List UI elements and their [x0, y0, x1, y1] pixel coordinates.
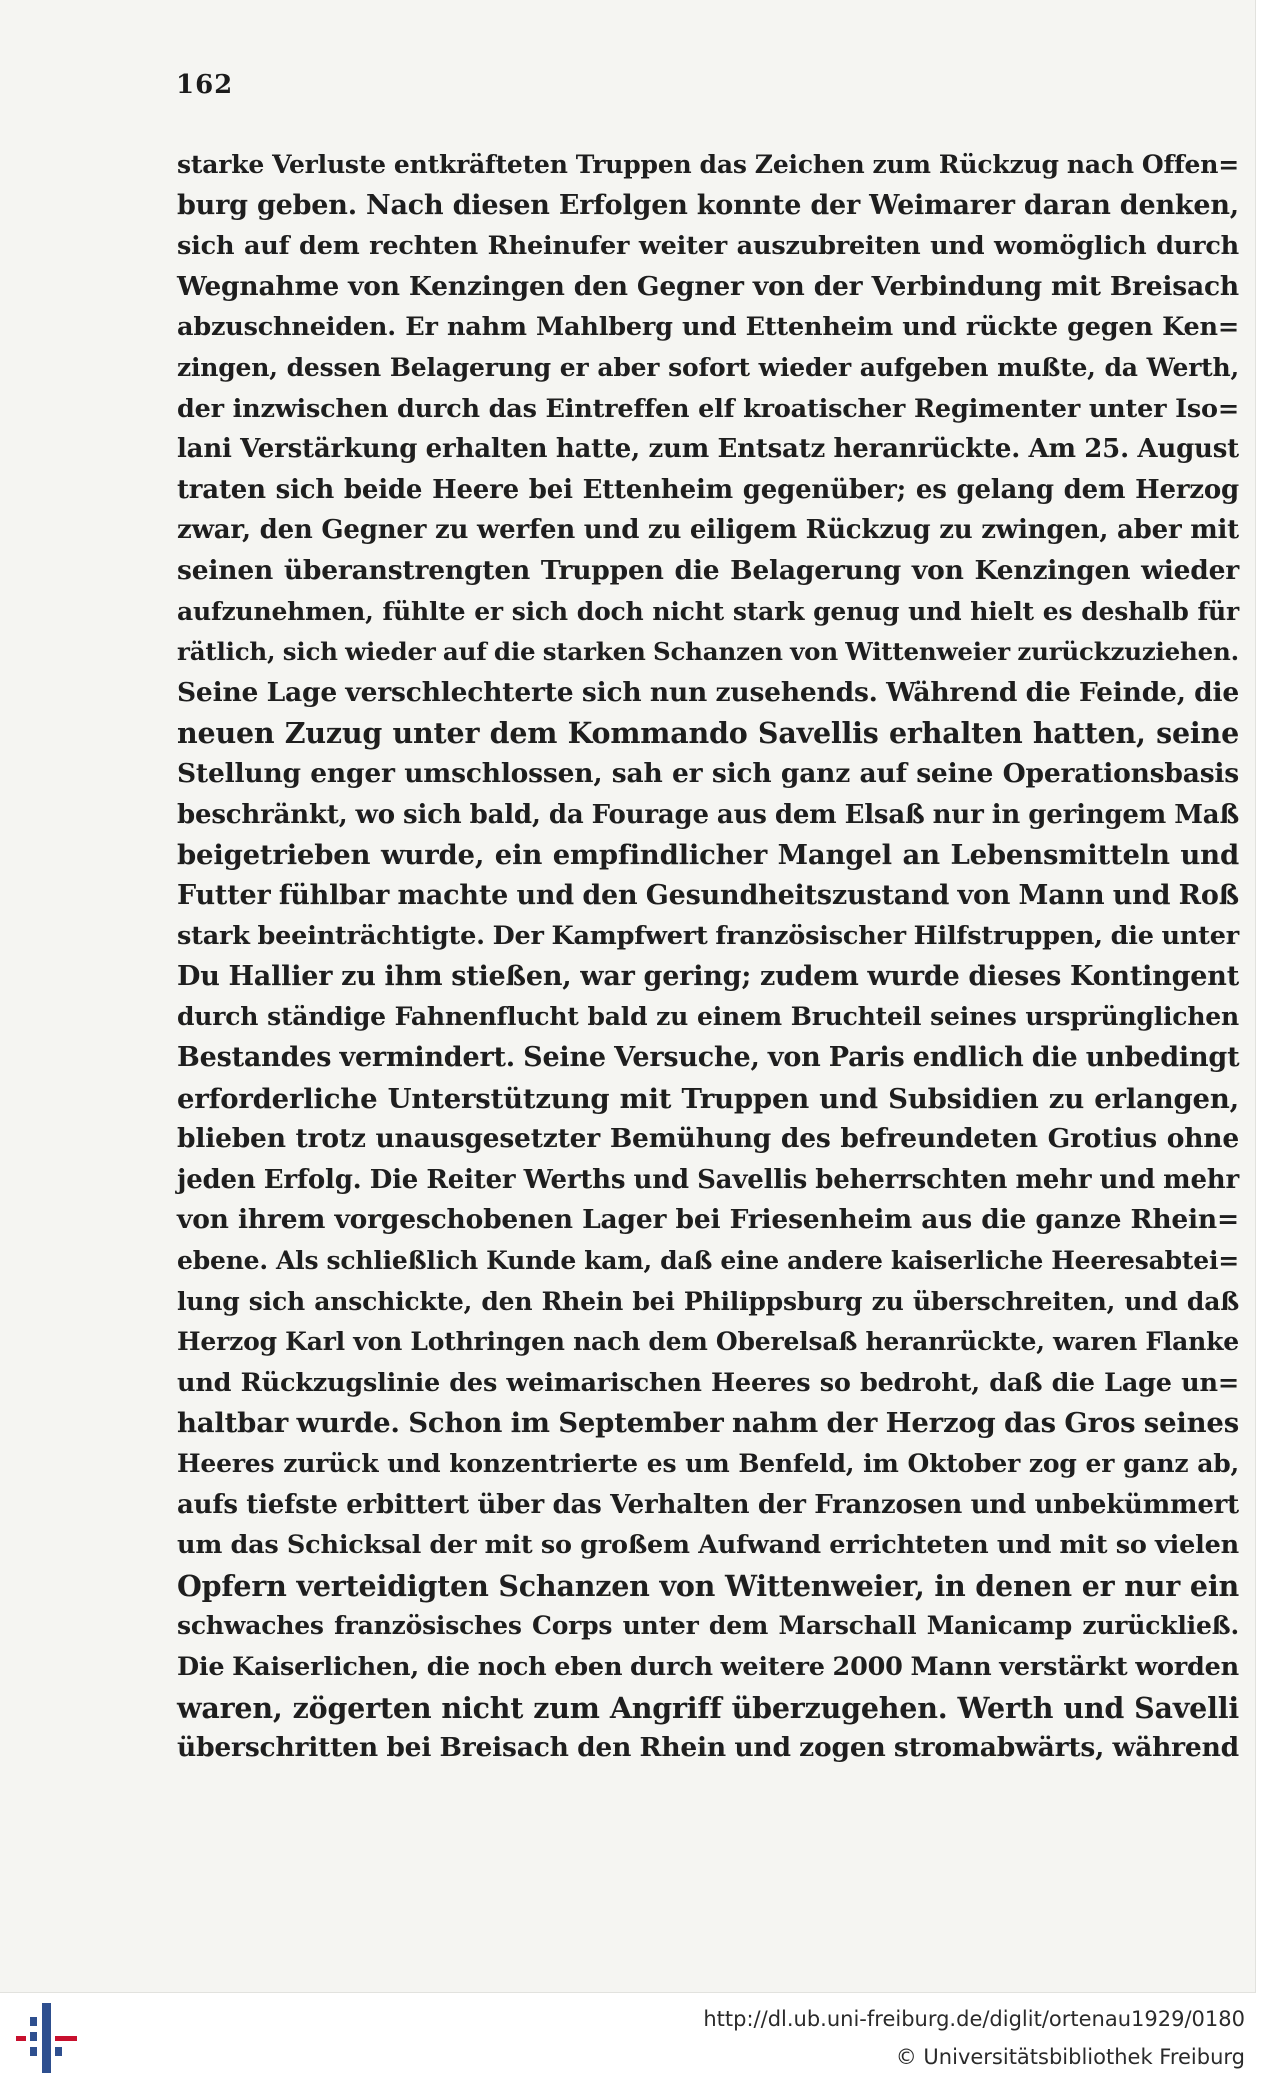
text-line: stark beeinträchtigte. Der Kampfwert französischer Hilfstruppen, die unter [177, 921, 1239, 952]
body-text [177, 145, 1239, 1769]
text-line: Herzog Karl von Lothringen nach dem Oberelsaß heranrückte, waren Flanke [177, 1327, 1239, 1357]
text-line: burg geben. Nach diesen Erfolgen konnte der Weimarer daran denken, [177, 189, 1239, 221]
footer [0, 1993, 1267, 2084]
text-line: Stellung enger umschlossen, sah er sich ganz auf seine Operationsbasis [177, 757, 1239, 789]
text-line: Die Kaiserlichen, die noch eben durch weitere 2000 Mann verstärkt worden [177, 1651, 1239, 1682]
text-line: rätlich, sich wieder auf die starken Schanzen von Wittenweier zurückzuziehen. [177, 637, 1239, 667]
text-line: Opfern verteidigten Schanzen von Wittenweier, in denen er nur ein [177, 1568, 1239, 1603]
text-line: um das Schicksal der mit so großem Aufwand errichteten und mit so vielen [177, 1530, 1239, 1561]
text-line: neuen Zuzug unter dem Kommando Savellis erhalten hatten, seine [177, 716, 1239, 751]
text-line: abzuschneiden. Er nahm Mahlberg und Ettenheim und rückte gegen Ken= [177, 312, 1239, 343]
source-url-link[interactable]: http://dl.ub.uni-freiburg.de/diglit/ortenau1929/0180 [703, 2007, 1245, 2031]
text-line: traten sich beide Heere bei Ettenheim gegenüber; es gelang dem Herzog [177, 474, 1239, 505]
text-line: von ihrem vorgeschobenen Lager bei Friesenheim aus die ganze Rhein= [177, 1204, 1239, 1236]
text-line: Wegnahme von Kenzingen den Gegner von der Verbindung mit Breisach [177, 270, 1239, 302]
text-line: Seine Lage verschlechterte sich nun zusehends. Während die Feinde, die [177, 676, 1239, 708]
text-line: Futter fühlbar machte und den Gesundheitszustand von Mann und Roß [177, 879, 1239, 911]
text-line: beigetrieben wurde, ein empfindlicher Mangel an Lebensmitteln und [177, 839, 1239, 872]
text-line: starke Verluste entkräfteten Truppen das Zeichen zum Rückzug nach Offen= [177, 150, 1239, 179]
text-line: Heeres zurück und konzentrierte es um Benfeld, im Oktober zog er ganz ab, [177, 1449, 1239, 1478]
text-line: lani Verstärkung erhalten hatte, zum Entsatz heranrückte. Am 25. August [177, 434, 1239, 465]
text-line: überschritten bei Breisach den Rhein und zogen stromabwärts, während [177, 1732, 1239, 1764]
text-line: haltbar wurde. Schon im September nahm der Herzog das Gros seines [177, 1407, 1239, 1440]
text-line: aufzunehmen, fühlte er sich doch nicht stark genug und hielt es deshalb für [177, 596, 1239, 626]
text-line: seinen überanstrengten Truppen die Belagerung von Kenzingen wieder [177, 554, 1239, 586]
text-line: blieben trotz unausgesetzter Bemühung des befreundeten Grotius ohne [177, 1123, 1239, 1155]
text-line: lung sich anschickte, den Rhein bei Philippsburg zu überschreiten, und daß [177, 1286, 1239, 1316]
copyright-notice: © Universitätsbibliothek Freiburg [895, 2045, 1245, 2069]
text-line: beschränkt, wo sich bald, da Fourage aus dem Elsaß nur in geringem Maß [177, 799, 1239, 830]
text-line: Du Hallier zu ihm stießen, war gering; zudem wurde dieses Kontingent [177, 960, 1239, 992]
text-line: zingen, dessen Belagerung er aber sofort wieder aufgeben mußte, da Werth, [177, 352, 1239, 382]
text-line: waren, zögerten nicht zum Angriff überzugehen. Werth und Savelli [177, 1690, 1239, 1725]
page-number: 162 [176, 70, 234, 100]
text-line: sich auf dem rechten Rheinufer weiter auszubreiten und womöglich durch [177, 231, 1239, 262]
text-line: durch ständige Fahnenflucht bald zu einem Bruchteil seines ursprünglichen [177, 1002, 1239, 1032]
ub-freiburg-logo-icon[interactable] [14, 2001, 80, 2075]
text-line: Bestandes vermindert. Seine Versuche, von Paris endlich die unbedingt [177, 1042, 1240, 1074]
text-line: aufs tiefste erbittert über das Verhalten der Franzosen und unbekümmert [177, 1489, 1239, 1520]
text-line: zwar, den Gegner zu werfen und zu eiligem Rückzug zu zwingen, aber mit [177, 515, 1239, 546]
text-line: jeden Erfolg. Die Reiter Werths und Savellis beherrschten mehr und mehr [177, 1164, 1239, 1195]
text-line: und Rückzugslinie des weimarischen Heeres so bedroht, daß die Lage un= [177, 1367, 1239, 1398]
text-line: der inzwischen durch das Eintreffen elf kroatischer Regimenter unter Iso= [177, 393, 1239, 424]
text-line: ebene. Als schließlich Kunde kam, daß eine andere kaiserliche Heeresabtei= [177, 1246, 1239, 1276]
text-line: schwaches französisches Corps unter dem Marschall Manicamp zurückließ. [177, 1611, 1239, 1641]
text-line: erforderliche Unterstützung mit Truppen und Subsidien zu erlangen, [177, 1082, 1239, 1115]
